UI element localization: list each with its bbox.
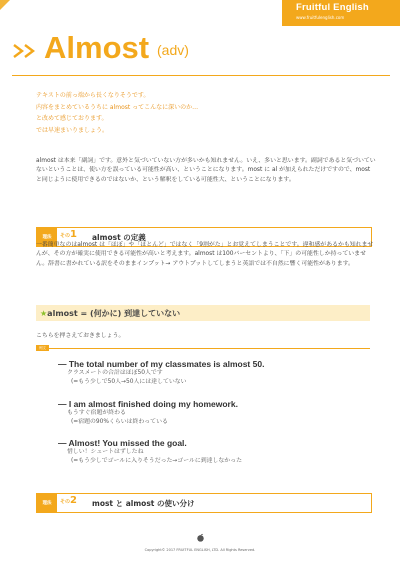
section-number: その1 (60, 229, 77, 240)
section-title: almost の定義 (92, 233, 146, 242)
part-of-speech: (adv) (157, 42, 189, 58)
section-tag: 理法 (37, 228, 57, 246)
section-number: その2 (60, 495, 77, 506)
page-title: Almost (44, 30, 150, 65)
example-english: — The total number of my classmates is almost 50. (58, 359, 265, 369)
definition-paragraph: 一番簡単なのはalmost は「ほぼ」や「ほとんど」ではなく「9割がた」とお覚えてしまうことです。違和感があるかも知れませんが、その方が確実に使用できる可能性が高いと考えます。almost は100パーセントより、「下」の可能性しか持っていません。辞書に書かれている訳をそのままインプット→ アウトプットしてしまうと英語では不自然に響く可能性があります。 (36, 242, 374, 267)
key-point-box (36, 305, 370, 321)
example-note: (=もう少しでゴールに入りそうだった→ゴールに到達しなかった (71, 458, 242, 464)
fruit-logo-icon (196, 533, 205, 542)
example-item (58, 438, 358, 466)
example-note: (=宿題の90%くらいは終わっている (71, 419, 168, 425)
example-divider (36, 348, 370, 349)
example-tag: 例文 (36, 345, 49, 351)
section-title: most と almost の使い分け (92, 499, 195, 508)
brand-url: www.fruitfulenglish.com (296, 15, 345, 20)
brand-logo-text: Fruitful English (296, 2, 369, 13)
example-translation: クラスメートの合計はほぼ50人です (67, 370, 163, 376)
example-item (58, 359, 358, 387)
corner-decoration (0, 0, 10, 10)
title-divider (12, 75, 390, 76)
copyright-footer: Copyright© 2017 FRUITFUL ENGLISH, LTD. All Rights Reserved. (144, 548, 256, 552)
intro-line: テキストの前っ端から長くなりそうです。 (36, 92, 150, 99)
double-chevron-icon (12, 44, 38, 58)
example-english: — Almost! You missed the goal. (58, 438, 187, 448)
example-translation: もうすぐ宿題が終わる (67, 410, 126, 416)
star-icon: ★ (40, 309, 48, 318)
example-translation: 惜しい！シュートはずしたね (67, 449, 144, 455)
example-item (58, 399, 358, 427)
intro-block (36, 90, 356, 136)
example-english: — I am almost finished doing my homework. (58, 399, 238, 409)
intro-line: と改めて感じております。 (36, 115, 108, 122)
intro-line: では早速まいりましょう。 (36, 126, 109, 134)
section-header-2 (36, 493, 372, 513)
example-note: (=もう少しで50人→50人には達していない (71, 379, 187, 385)
example-intro: こちらを押さえておきましょう。 (36, 333, 125, 339)
brand-banner (282, 0, 400, 26)
intro-paragraph: almost は本来「副詞」です。意外と気づいていない方が多いかも知れません。いえ、多いと思います。副詞であると気づいていないということは、使い方を誤っている可能性が高い、ということになります。most に al が加えられただけですので、most と同じように使用できるのではないか、という解釈をしている可能性大、ということになります。 (36, 158, 376, 183)
section-tag: 理法 (37, 494, 57, 512)
intro-line: 内容をまとめているうちに almost ってこんなに深いのか… (36, 103, 199, 111)
key-point-text: ★almost = (何かに) 到達していない (40, 309, 181, 318)
